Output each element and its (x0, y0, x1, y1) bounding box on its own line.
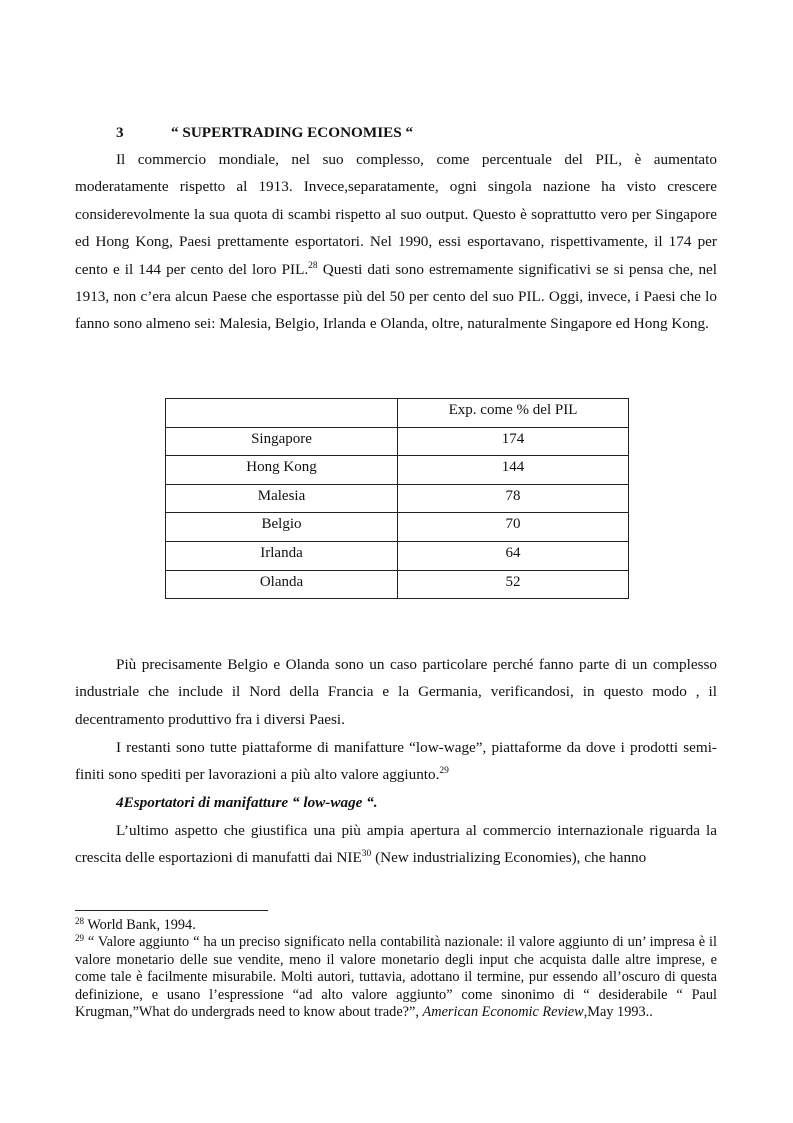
footnote-ref-28[interactable]: 28 (308, 260, 318, 271)
table-row (166, 570, 629, 599)
table-cell-country: Irlanda (166, 541, 398, 570)
table-cell-value: 64 (398, 541, 629, 570)
table-cell-country: Olanda (166, 570, 398, 599)
paragraph-1 (75, 146, 717, 338)
paragraph-1-text-b: Questi dati sono estremamente significativi se si pensa che, nel 1913, non c’era alcun Paese che esportasse più del 50 per cento del suo PIL. Oggi, invece, i Paesi che lo fanno sono almeno sei: Malesia, Belgio, Irlanda e Olanda, oltre, naturalmente Singapore ed Hong Kong. (75, 260, 717, 333)
table-cell-value: 52 (398, 570, 629, 599)
footnote-text: “ Valore aggiunto “ ha un preciso significato nella contabilità nazionale: il valore aggiunto di un’ impresa è il valore monetario delle sue vendite, meno il valore monetario degli input che acquista dalle altre imprese, e come tale è facilmente misurabile. Molti autori, tuttavia, adottano il termine, pur essendo all’oscuro di questa definizione, e usano l’espressione “ad alto valore aggiunto” come sinonimo di “ desiderabile “ Paul Krugman,”What do undergrads need to know about trade?”, (75, 934, 717, 1021)
footnote-29 (75, 934, 717, 1021)
paragraph-4-text-b: (New industrializing Economies), che hanno (371, 849, 647, 867)
paragraph-3 (75, 734, 717, 789)
table-cell-value: 78 (398, 484, 629, 513)
export-table (165, 398, 629, 599)
subsection-heading: 4Esportatori di manifatture “ low-wage “. (116, 794, 378, 811)
paragraph-1-text-a: Il commercio mondiale, nel suo complesso, come percentuale del PIL, è aumentato moderatamente rispetto al 1913. Invece,separatamente, ogni singola nazione ha visto crescere considerevolmente la sua quota di scambi rispetto al suo output. Questo è soprattutto vero per Singapore ed Hong Kong, Paesi prettamente esportatori. Nel 1990, essi esportavano, rispettivamente, il 174 per cento e il 144 per cento del loro PIL. (75, 151, 717, 278)
footnote-text: World Bank, 1994. (84, 917, 196, 933)
table-row (166, 541, 629, 570)
paragraph-4 (75, 817, 717, 872)
paragraph-3-text: I restanti sono tutte piattaforme di manifatture “low-wage”, piattaforme da dove i prodotti semi- finiti sono spediti per lavorazioni a più alto valore aggiunto. (75, 739, 717, 784)
table-row (166, 513, 629, 542)
table-cell-value: 70 (398, 513, 629, 542)
footnote-number: 28 (75, 916, 84, 926)
paragraph-2: Più precisamente Belgio e Olanda sono un caso particolare perché fanno parte di un complesso industriale che include il Nord della Francia e la Germania, verificandosi, in questo modo , il decentramento produttivo fra i diversi Paesi. (75, 656, 717, 728)
footnotes (75, 917, 717, 1021)
table-cell-value: 144 (398, 456, 629, 485)
table-header-cell: Exp. come % del PIL (398, 399, 629, 428)
footnote-ref-30[interactable]: 30 (361, 849, 372, 860)
table-cell-country: Belgio (166, 513, 398, 542)
section-number: 3 (116, 124, 124, 141)
footnote-tail: ,May 1993.. (583, 1004, 653, 1021)
footnote-journal: American Economic Review (422, 1004, 584, 1021)
paragraph-4-text-a: L’ultimo aspetto che giustifica una più ampia apertura al commercio internazionale riguarda la crescita delle esportazioni di manufatti dai NIE (75, 822, 717, 867)
table-header-row (166, 399, 629, 428)
table-row (166, 484, 629, 513)
section-heading (116, 119, 413, 146)
footnote-28 (75, 917, 717, 934)
table-cell-country: Malesia (166, 484, 398, 513)
table-cell-country: Singapore (166, 427, 398, 456)
table-row (166, 456, 629, 485)
table-header-cell (166, 399, 398, 428)
footnote-number: 29 (75, 933, 84, 944)
footnote-ref-29[interactable]: 29 (439, 766, 449, 777)
section-title: “ SUPERTRADING ECONOMIES “ (171, 124, 414, 141)
table-cell-value: 174 (398, 427, 629, 456)
footnote-divider (75, 910, 268, 911)
table-row (166, 427, 629, 456)
table-cell-country: Hong Kong (166, 456, 398, 485)
